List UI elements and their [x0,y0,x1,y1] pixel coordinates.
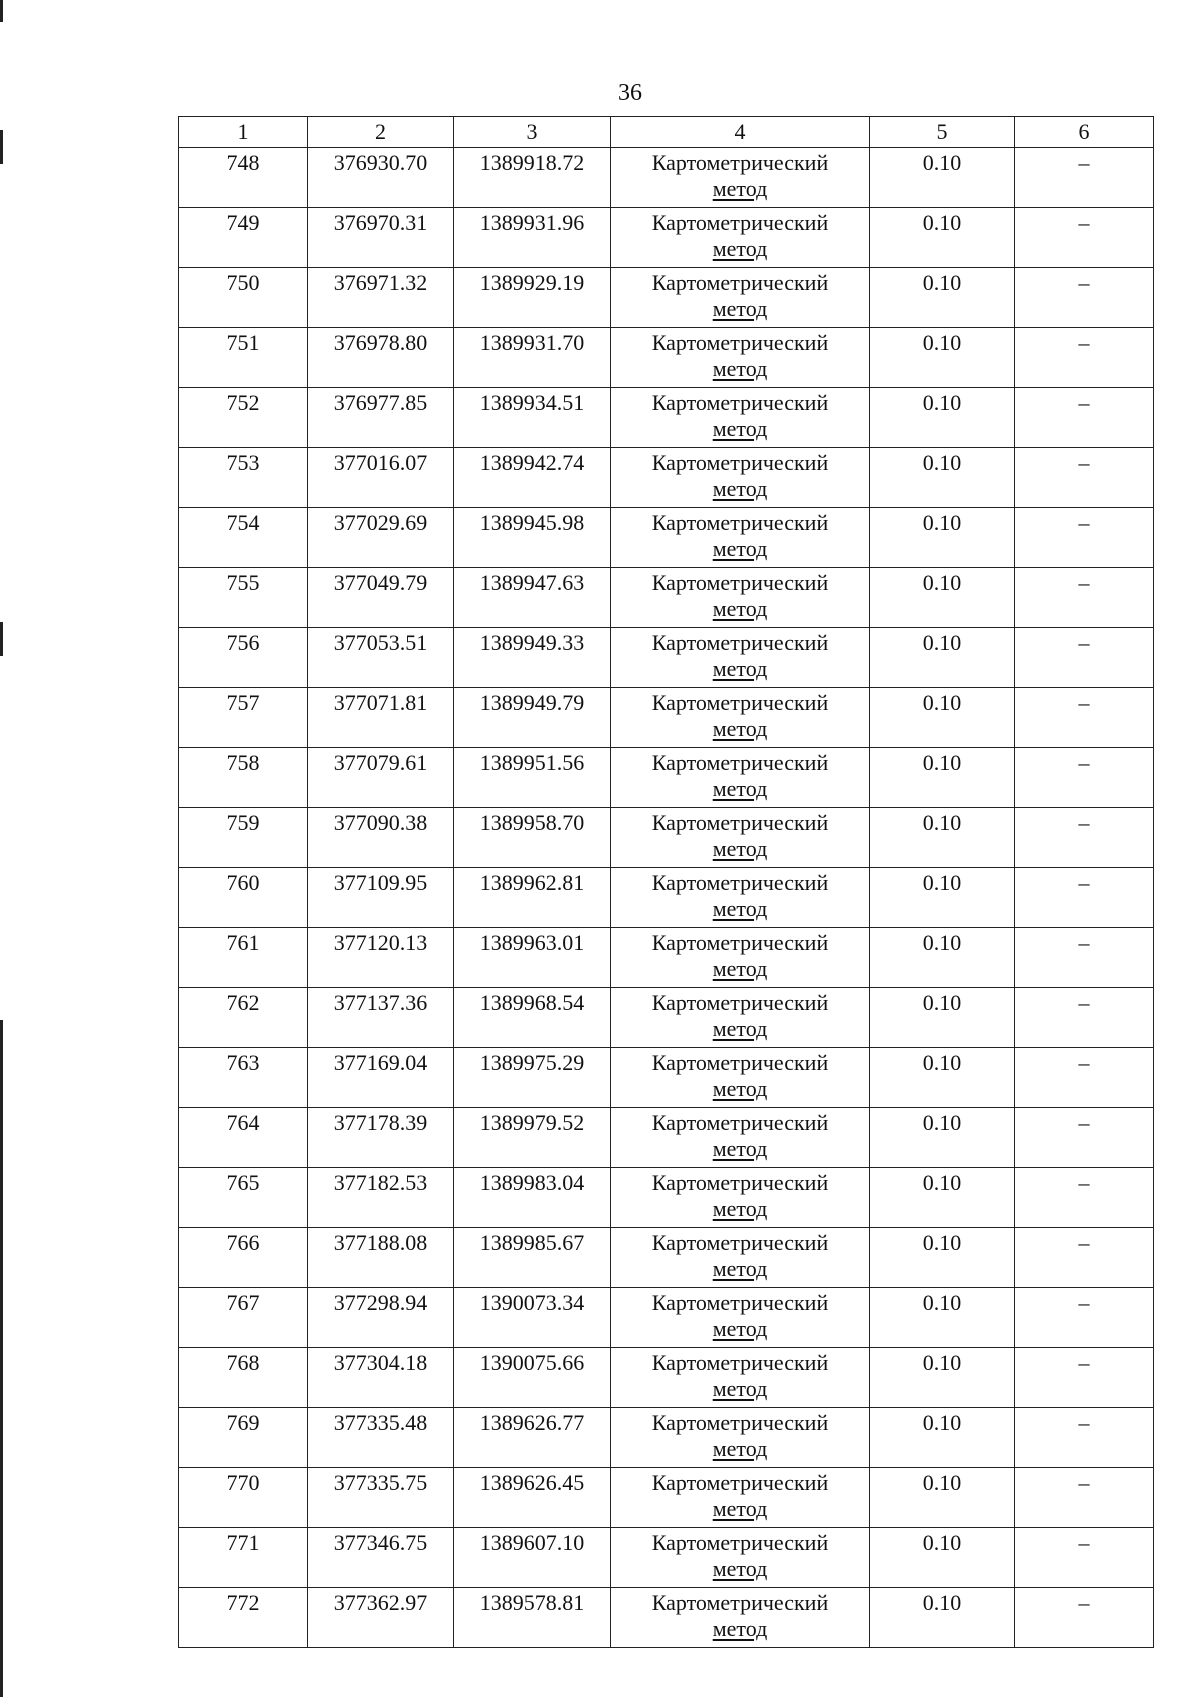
method-line-2: метод [712,416,768,441]
y-coordinate-cell: 1389942.74 [454,448,611,508]
method-cell [611,628,870,688]
table-header [179,117,1154,148]
method-line-1: Картометрический [651,690,829,715]
point-number-cell: 764 [179,1108,308,1168]
method-line-1: Картометрический [651,630,829,655]
method-cell [611,448,870,508]
note-cell: – [1015,1408,1154,1468]
point-number-cell: 763 [179,1048,308,1108]
method-line-2: метод [712,236,768,261]
x-coordinate-cell: 376971.32 [308,268,454,328]
y-coordinate-cell: 1389607.10 [454,1528,611,1588]
y-coordinate-cell: 1389949.33 [454,628,611,688]
method-line-2: метод [712,1196,768,1221]
table-row [179,688,1154,748]
method-line-1: Картометрический [651,450,829,475]
table-row [179,988,1154,1048]
note-cell: – [1015,268,1154,328]
method-line-1: Картометрический [651,1530,829,1555]
accuracy-cell: 0.10 [870,1408,1015,1468]
accuracy-cell: 0.10 [870,208,1015,268]
header-row [179,117,1154,148]
point-number-cell: 751 [179,328,308,388]
method-cell [611,1168,870,1228]
y-coordinate-cell: 1389945.98 [454,508,611,568]
header-col-3: 3 [454,117,611,148]
point-number-cell: 761 [179,928,308,988]
table-row [179,1108,1154,1168]
method-line-2: метод [712,896,768,921]
x-coordinate-cell: 377335.75 [308,1468,454,1528]
point-number-cell: 752 [179,388,308,448]
x-coordinate-cell: 377079.61 [308,748,454,808]
method-line-1: Картометрический [651,1470,829,1495]
note-cell: – [1015,1048,1154,1108]
table-row [179,1228,1154,1288]
method-line-2: метод [712,716,768,741]
method-line-1: Картометрический [651,1110,829,1135]
accuracy-cell: 0.10 [870,328,1015,388]
method-cell [611,1348,870,1408]
method-line-1: Картометрический [651,750,829,775]
table-row [179,1168,1154,1228]
method-line-1: Картометрический [651,1230,829,1255]
accuracy-cell: 0.10 [870,688,1015,748]
method-line-2: метод [712,776,768,801]
y-coordinate-cell: 1389983.04 [454,1168,611,1228]
accuracy-cell: 0.10 [870,628,1015,688]
y-coordinate-cell: 1389963.01 [454,928,611,988]
note-cell: – [1015,1528,1154,1588]
method-cell [611,508,870,568]
note-cell: – [1015,1228,1154,1288]
accuracy-cell: 0.10 [870,1048,1015,1108]
x-coordinate-cell: 376970.31 [308,208,454,268]
method-line-1: Картометрический [651,510,829,535]
note-cell: – [1015,448,1154,508]
method-line-1: Картометрический [651,870,829,895]
accuracy-cell: 0.10 [870,1528,1015,1588]
header-col-5: 5 [870,117,1015,148]
method-line-2: метод [712,356,768,381]
note-cell: – [1015,688,1154,748]
y-coordinate-cell: 1389958.70 [454,808,611,868]
table-row [179,748,1154,808]
x-coordinate-cell: 377304.18 [308,1348,454,1408]
method-line-2: метод [712,1316,768,1341]
method-line-2: метод [712,1016,768,1041]
note-cell: – [1015,988,1154,1048]
note-cell: – [1015,1108,1154,1168]
table-row [179,328,1154,388]
x-coordinate-cell: 377071.81 [308,688,454,748]
method-cell [611,1408,870,1468]
method-cell [611,208,870,268]
y-coordinate-cell: 1389979.52 [454,1108,611,1168]
y-coordinate-cell: 1389929.19 [454,268,611,328]
x-coordinate-cell: 377298.94 [308,1288,454,1348]
accuracy-cell: 0.10 [870,1588,1015,1648]
point-number-cell: 749 [179,208,308,268]
note-cell: – [1015,568,1154,628]
y-coordinate-cell: 1389949.79 [454,688,611,748]
method-line-1: Картометрический [651,270,829,295]
method-line-2: метод [712,1496,768,1521]
note-cell: – [1015,1468,1154,1528]
point-number-cell: 754 [179,508,308,568]
point-number-cell: 757 [179,688,308,748]
method-line-1: Картометрический [651,1290,829,1315]
method-line-1: Картометрический [651,1170,829,1195]
x-coordinate-cell: 377137.36 [308,988,454,1048]
table-row [179,868,1154,928]
table-row [179,568,1154,628]
y-coordinate-cell: 1389975.29 [454,1048,611,1108]
x-coordinate-cell: 377362.97 [308,1588,454,1648]
method-cell [611,928,870,988]
method-cell [611,328,870,388]
accuracy-cell: 0.10 [870,1108,1015,1168]
note-cell: – [1015,328,1154,388]
method-cell [611,868,870,928]
method-cell [611,1108,870,1168]
x-coordinate-cell: 377182.53 [308,1168,454,1228]
point-number-cell: 772 [179,1588,308,1648]
method-cell [611,688,870,748]
y-coordinate-cell: 1390075.66 [454,1348,611,1408]
point-number-cell: 767 [179,1288,308,1348]
y-coordinate-cell: 1389985.67 [454,1228,611,1288]
method-cell [611,808,870,868]
scan-edge-mark [0,0,3,22]
x-coordinate-cell: 377053.51 [308,628,454,688]
point-number-cell: 750 [179,268,308,328]
method-cell [611,388,870,448]
point-number-cell: 760 [179,868,308,928]
y-coordinate-cell: 1389931.70 [454,328,611,388]
accuracy-cell: 0.10 [870,388,1015,448]
method-cell [611,268,870,328]
scan-edge-mark [0,622,3,656]
table-row [179,1348,1154,1408]
x-coordinate-cell: 376977.85 [308,388,454,448]
x-coordinate-cell: 377169.04 [308,1048,454,1108]
table-row [179,1468,1154,1528]
x-coordinate-cell: 377120.13 [308,928,454,988]
accuracy-cell: 0.10 [870,1228,1015,1288]
note-cell: – [1015,1348,1154,1408]
y-coordinate-cell: 1390073.34 [454,1288,611,1348]
method-line-2: метод [712,1556,768,1581]
table-row [179,1408,1154,1468]
method-line-2: метод [712,596,768,621]
x-coordinate-cell: 377178.39 [308,1108,454,1168]
point-number-cell: 766 [179,1228,308,1288]
method-line-2: метод [712,476,768,501]
table-row [179,388,1154,448]
note-cell: – [1015,868,1154,928]
accuracy-cell: 0.10 [870,148,1015,208]
point-number-cell: 758 [179,748,308,808]
method-cell [611,568,870,628]
y-coordinate-cell: 1389626.77 [454,1408,611,1468]
method-line-2: метод [712,176,768,201]
note-cell: – [1015,148,1154,208]
x-coordinate-cell: 377335.48 [308,1408,454,1468]
x-coordinate-cell: 376930.70 [308,148,454,208]
method-line-1: Картометрический [651,1350,829,1375]
note-cell: – [1015,748,1154,808]
table-row [179,1588,1154,1648]
header-col-1: 1 [179,117,308,148]
method-line-1: Картометрический [651,1050,829,1075]
y-coordinate-cell: 1389931.96 [454,208,611,268]
accuracy-cell: 0.10 [870,1468,1015,1528]
method-line-1: Картометрический [651,990,829,1015]
method-line-1: Картометрический [651,570,829,595]
method-line-2: метод [712,1436,768,1461]
accuracy-cell: 0.10 [870,808,1015,868]
point-number-cell: 748 [179,148,308,208]
point-number-cell: 769 [179,1408,308,1468]
method-line-1: Картометрический [651,930,829,955]
method-line-2: метод [712,1136,768,1161]
method-line-2: метод [712,836,768,861]
point-number-cell: 759 [179,808,308,868]
y-coordinate-cell: 1389626.45 [454,1468,611,1528]
scan-edge-mark [0,1020,3,1697]
table-row [179,508,1154,568]
method-line-2: метод [712,1256,768,1281]
method-cell [611,1468,870,1528]
note-cell: – [1015,628,1154,688]
accuracy-cell: 0.10 [870,1168,1015,1228]
accuracy-cell: 0.10 [870,1288,1015,1348]
note-cell: – [1015,808,1154,868]
method-line-1: Картометрический [651,1410,829,1435]
header-col-2: 2 [308,117,454,148]
method-line-2: метод [712,296,768,321]
point-number-cell: 771 [179,1528,308,1588]
method-line-2: метод [712,1076,768,1101]
note-cell: – [1015,208,1154,268]
header-col-4: 4 [611,117,870,148]
point-number-cell: 755 [179,568,308,628]
method-cell [611,988,870,1048]
point-number-cell: 756 [179,628,308,688]
coordinates-table [178,116,1154,1648]
note-cell: – [1015,388,1154,448]
note-cell: – [1015,1588,1154,1648]
x-coordinate-cell: 377049.79 [308,568,454,628]
method-line-1: Картометрический [651,1590,829,1615]
table-row [179,268,1154,328]
point-number-cell: 753 [179,448,308,508]
method-line-1: Картометрический [651,150,829,175]
y-coordinate-cell: 1389968.54 [454,988,611,1048]
note-cell: – [1015,928,1154,988]
table-row [179,1048,1154,1108]
accuracy-cell: 0.10 [870,868,1015,928]
method-cell [611,1588,870,1648]
point-number-cell: 768 [179,1348,308,1408]
method-line-2: метод [712,656,768,681]
method-cell [611,1228,870,1288]
accuracy-cell: 0.10 [870,448,1015,508]
table-row [179,928,1154,988]
x-coordinate-cell: 376978.80 [308,328,454,388]
table-row [179,1288,1154,1348]
y-coordinate-cell: 1389934.51 [454,388,611,448]
point-number-cell: 765 [179,1168,308,1228]
method-line-1: Картометрический [651,810,829,835]
accuracy-cell: 0.10 [870,508,1015,568]
accuracy-cell: 0.10 [870,988,1015,1048]
method-cell [611,1048,870,1108]
method-line-2: метод [712,1376,768,1401]
point-number-cell: 762 [179,988,308,1048]
method-line-2: метод [712,956,768,981]
note-cell: – [1015,1168,1154,1228]
x-coordinate-cell: 377016.07 [308,448,454,508]
method-line-2: метод [712,536,768,561]
scan-edge-mark [0,130,3,164]
accuracy-cell: 0.10 [870,748,1015,808]
accuracy-cell: 0.10 [870,268,1015,328]
y-coordinate-cell: 1389947.63 [454,568,611,628]
x-coordinate-cell: 377109.95 [308,868,454,928]
header-col-6: 6 [1015,117,1154,148]
table-row [179,208,1154,268]
method-line-2: метод [712,1616,768,1641]
y-coordinate-cell: 1389918.72 [454,148,611,208]
x-coordinate-cell: 377029.69 [308,508,454,568]
y-coordinate-cell: 1389962.81 [454,868,611,928]
method-line-1: Картометрический [651,210,829,235]
method-line-1: Картометрический [651,330,829,355]
table-row [179,448,1154,508]
note-cell: – [1015,1288,1154,1348]
table-row [179,628,1154,688]
table-row [179,1528,1154,1588]
method-cell [611,1288,870,1348]
note-cell: – [1015,508,1154,568]
method-cell [611,748,870,808]
table-row [179,148,1154,208]
y-coordinate-cell: 1389951.56 [454,748,611,808]
table-body [179,148,1154,1648]
method-line-1: Картометрический [651,390,829,415]
page-number: 36 [618,80,642,106]
method-cell [611,148,870,208]
table-row [179,808,1154,868]
x-coordinate-cell: 377090.38 [308,808,454,868]
y-coordinate-cell: 1389578.81 [454,1588,611,1648]
point-number-cell: 770 [179,1468,308,1528]
accuracy-cell: 0.10 [870,568,1015,628]
method-cell [611,1528,870,1588]
accuracy-cell: 0.10 [870,1348,1015,1408]
accuracy-cell: 0.10 [870,928,1015,988]
x-coordinate-cell: 377188.08 [308,1228,454,1288]
x-coordinate-cell: 377346.75 [308,1528,454,1588]
